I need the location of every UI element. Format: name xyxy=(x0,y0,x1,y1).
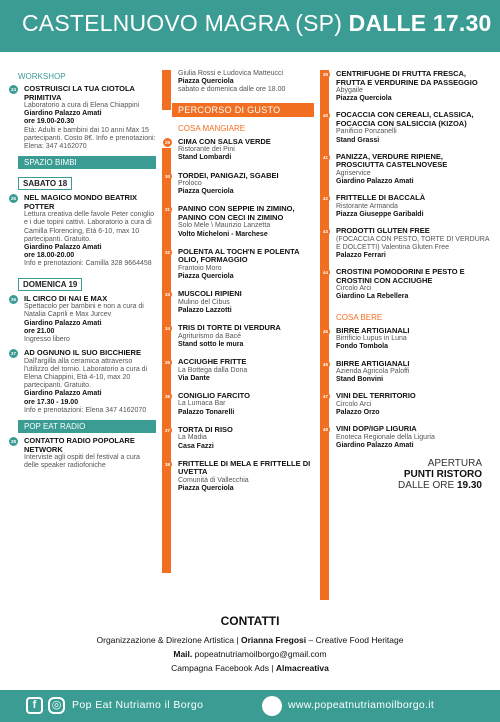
item-place: Palazzo Tonarelli xyxy=(178,408,235,416)
item-description: Spettacolo per bambini e non a cura di Natalia Caprili e Max Jurcev xyxy=(24,303,144,319)
item-number-badge: 26 xyxy=(10,296,16,302)
column-middle xyxy=(162,70,314,502)
item-number-badge: 30 xyxy=(164,173,170,179)
item-place: Giardino Palazzo Amati xyxy=(24,319,102,327)
list-item xyxy=(162,172,314,197)
list-item xyxy=(320,153,492,186)
contacts-section xyxy=(0,614,500,675)
item-title: ACCIUGHE FRITTE xyxy=(178,357,247,367)
list-item xyxy=(162,290,314,315)
item-number-badge: 34 xyxy=(164,326,170,332)
item-title: CROSTINI POMODORINI E PESTO E CROSTINI CON ACCIUGHE xyxy=(336,267,465,285)
item-title: PRODOTTI GLUTEN FREE xyxy=(336,226,430,236)
item-place: Giardino Palazzo Amati xyxy=(336,178,414,186)
item-number-badge: 47 xyxy=(322,394,328,400)
list-item xyxy=(320,194,492,219)
day-label: SABATO 18 xyxy=(18,177,72,190)
item-number-badge: 36 xyxy=(164,393,170,399)
item-number-badge: 39 xyxy=(322,72,328,77)
item-place: Stand Grassi xyxy=(336,136,380,144)
item-title: IL CIRCO DI NAI E MAX xyxy=(24,293,108,303)
section-percorso: PERCORSO DI GUSTO xyxy=(172,103,314,117)
contacts-line: Organizzazione & Direzione Artistica | Orianna Fregosi – Creative Food Heritage xyxy=(96,635,404,645)
item-time: ore 17.30 - 19.00 xyxy=(24,398,79,406)
item-place: Piazza Querciola xyxy=(336,95,392,103)
item-description: La Madia xyxy=(178,434,207,442)
item-number-badge: 33 xyxy=(164,292,170,298)
item-title: TORTA DI RISO xyxy=(178,424,233,434)
item-number-badge: 37 xyxy=(164,427,170,433)
item-time: ore 18.00-20.00 xyxy=(24,252,75,260)
list-item xyxy=(320,327,492,352)
item-place: Casa Fazzi xyxy=(178,442,214,450)
item-place: Giardino La Rebellera xyxy=(336,293,409,301)
list-item xyxy=(320,268,492,301)
item-title: TRIS DI TORTE DI VERDURA xyxy=(178,323,281,333)
list-item xyxy=(8,349,156,415)
facebook-icon[interactable]: f xyxy=(26,697,43,714)
item-description: Agriturismo da Bacé xyxy=(178,332,242,340)
item-title: TORDEI, PANIGAZI, SGABEI xyxy=(178,170,279,180)
contacts-line: Campagna Facebook Ads | Almacreativa xyxy=(171,663,329,673)
pop-eat-logo-icon xyxy=(262,696,282,716)
item-description: Proloco xyxy=(178,180,202,188)
item-place: Piazza Querciola xyxy=(178,188,234,196)
item-description: Ristorante Armanda xyxy=(336,202,398,210)
item-place: Via Dante xyxy=(178,374,210,382)
item-number-badge: 29 xyxy=(164,139,170,145)
item-description: Mulino del Cibus xyxy=(178,298,230,306)
list-item xyxy=(8,85,156,151)
list-item xyxy=(320,425,492,450)
item-title: AD OGNUNO IL SUO BICCHIERE xyxy=(24,348,141,358)
item-number-badge: 31 xyxy=(164,207,170,213)
list-item xyxy=(162,426,314,451)
contacts-title: CONTATTI xyxy=(220,614,280,628)
list-item: Giulia Rossi e Ludovica Matteucci Piazza Querciola sabato e domenica dalle ore 18.00 xyxy=(178,70,286,94)
brand-name: Pop Eat Nutriamo il Borgo xyxy=(72,699,204,711)
item-place: Stand Lombardi xyxy=(178,154,232,162)
item-number-badge: 48 xyxy=(322,427,328,433)
item-place: Giardino Palazzo Amati xyxy=(24,244,102,252)
item-description: Circolo Arci xyxy=(336,400,372,408)
item-place: Stand sotto le mura xyxy=(178,340,244,348)
item-title: FRITTELLE DI BACCALÀ xyxy=(336,193,426,203)
item-time: ore 21.00 xyxy=(24,327,55,335)
item-title: CONIGLIO FARCITO xyxy=(178,390,250,400)
item-place: Giardino Palazzo Amati xyxy=(24,110,102,118)
item-place: Giardino Palazzo Amati xyxy=(24,390,102,398)
item-description: Azienda Agricola Paloffi xyxy=(336,368,410,376)
item-number-badge: 25 xyxy=(10,196,16,202)
item-number-badge: 44 xyxy=(322,270,328,276)
item-place: Piazza Querciola xyxy=(178,484,234,492)
item-place: Palazzo Ferrari xyxy=(336,252,386,260)
item-title: PANIZZA, VERDURE RIPIENE, PROSCIUTTA CASTELNOVESE xyxy=(336,151,448,170)
list-item xyxy=(320,111,492,144)
item-title: CONTATTO RADIO POPOLARE NETWORK xyxy=(24,436,135,454)
item-note: Info e prenotazioni: Elena 347 4162070 xyxy=(24,406,147,414)
item-number-badge: 41 xyxy=(322,154,328,160)
list-item xyxy=(162,460,314,493)
section-workshop: WORKSHOP xyxy=(18,72,66,81)
item-place: Giardino Palazzo Amati xyxy=(336,442,414,450)
website-link[interactable]: www.popeatnutriamoilborgo.it xyxy=(288,699,435,711)
item-place: Palazzo Lazzotti xyxy=(178,306,232,314)
list-item xyxy=(320,70,492,103)
list-item xyxy=(162,248,314,281)
item-title: CIMA CON SALSA VERDE xyxy=(178,136,271,146)
day-label: DOMENICA 19 xyxy=(18,278,82,291)
item-place: Volto Micheloni - Marchese xyxy=(178,230,268,238)
item-title: POLENTA AL TOCH'N E POLENTA OLIO, FORMAGGIO xyxy=(178,246,300,265)
item-description: La Lumaca Bar xyxy=(178,400,226,408)
item-title: NEL MAGICO MONDO BEATRIX POTTER xyxy=(24,193,138,211)
item-place: Palazzo Orzo xyxy=(336,409,380,417)
item-description: La Bottega dalla Dona xyxy=(178,366,248,374)
item-place: Fondo Tombola xyxy=(336,343,388,351)
item-title: BIRRE ARTIGIANALI xyxy=(336,325,410,335)
item-description: Solo Mele \ Maurizio Lanzetta xyxy=(178,222,271,230)
page-title: CASTELNUOVO MAGRA (SP) DALLE 17.30 xyxy=(22,10,492,36)
item-number-badge: 28 xyxy=(10,439,16,445)
item-title: CENTRIFUGHE DI FRUTTA FRESCA, FRUTTA E VERDURINE DA PASSEGGIO xyxy=(336,69,478,87)
item-title: BIRRE ARTIGIANALI xyxy=(336,358,410,368)
apertura-note: APERTURA PUNTI RISTORO DALLE ORE 19.30 xyxy=(398,458,482,492)
column-left xyxy=(8,70,156,475)
item-description: Interviste agli ospiti del festival a cura delle speaker radiofoniche xyxy=(24,454,140,470)
list-item xyxy=(8,437,156,470)
list-item xyxy=(8,295,156,345)
item-description: Agriservice xyxy=(336,169,371,177)
item-title: FRITTELLE DI MELA E FRITTELLE DI UVETTA xyxy=(178,458,311,477)
item-note: Info e prenotazioni: Camilla 328 9664458 xyxy=(24,260,152,268)
item-number-badge: 43 xyxy=(322,229,328,235)
item-number-badge: 35 xyxy=(164,360,170,366)
item-description: Enoteca Regionale della Liguria xyxy=(336,433,435,441)
item-number-badge: 38 xyxy=(164,461,170,467)
item-time: ore 19.00-20.30 xyxy=(24,118,75,126)
item-number-badge: 27 xyxy=(10,351,16,357)
section-bere: COSA BERE xyxy=(336,312,383,322)
item-description: Dall'argilla alla ceramica attraverso l'utilizzo del tornio. Laboratorio a cura di Elena Chiappini, Età 4-10, max 20 partecipanti. Gratuito. xyxy=(24,357,148,390)
list-item xyxy=(162,205,314,238)
section-mangiare: COSA MANGIARE xyxy=(178,123,246,133)
item-description: Lettura creativa delle favole Peter coniglio e i due topini cattivi. Laboratorio a cura di Camilla Florencing, Età 6-10, max 10 partecipanti. Gratuito. xyxy=(24,211,154,243)
item-place: Stand Bonvini xyxy=(336,376,384,384)
item-note: Età: Adulti e bambini dai 10 anni Max 15 partecipanti. Costo 8€. Info e prenotazioni: Elena: 347 4162070 xyxy=(24,126,156,151)
item-number-badge: 32 xyxy=(164,249,170,255)
item-description: Birrificio Lupus in Luna xyxy=(336,335,407,343)
instagram-icon[interactable]: ◎ xyxy=(48,697,65,714)
email-link[interactable]: popeatnutriamoilborgo@gmail.com xyxy=(194,649,327,659)
list-item xyxy=(162,138,314,163)
item-number-badge: 45 xyxy=(322,328,328,334)
list-item xyxy=(162,392,314,417)
item-title: FOCACCIA CON CEREALI, CLASSICA, FOCACCIA CON SALSICCIA (KIZOA) xyxy=(336,110,474,128)
item-title: PANINO CON SEPPIE IN ZIMINO, PANINO CON CECI IN ZIMINO xyxy=(178,204,295,222)
list-item xyxy=(320,227,492,260)
item-number-badge: 40 xyxy=(322,113,328,119)
contacts-line: Mail. popeatnutriamoilborgo@gmail.com xyxy=(173,649,327,659)
item-place: Piazza Querciola xyxy=(178,273,234,281)
item-place: Piazza Giuseppe Garibaldi xyxy=(336,210,424,218)
item-title: VINI DOP/IGP LIGURIA xyxy=(336,424,417,434)
item-number-badge: 46 xyxy=(322,361,328,367)
item-description: (FOCACCIA CON PESTO, TORTE DI VERDURA E DOLCETTI) Valentina Gluten Free xyxy=(336,235,490,251)
list-item xyxy=(162,324,314,349)
section-pop-eat-radio: POP EAT RADIO xyxy=(18,420,156,433)
item-description: Laboratorio a cura di Elena Chiappini xyxy=(24,102,140,109)
item-number-badge: 24 xyxy=(10,87,16,92)
item-description: Circolo Arci xyxy=(336,285,372,293)
item-title: MUSCOLI RIPIENI xyxy=(178,289,242,299)
list-item xyxy=(320,360,492,385)
list-item xyxy=(320,392,492,417)
list-item xyxy=(162,358,314,383)
footer-bar xyxy=(0,690,500,722)
list-item xyxy=(8,194,156,268)
item-number-badge: 42 xyxy=(322,196,328,202)
item-description: Abygaile xyxy=(336,87,363,94)
header-banner xyxy=(0,0,500,52)
item-description: Panificio Ponzanelli xyxy=(336,128,397,136)
item-description: Frantoio Moro xyxy=(178,264,222,272)
item-description: Comunità di Vallecchia xyxy=(178,476,249,484)
item-title: COSTRUISCI LA TUA CIOTOLA PRIMITIVA xyxy=(24,84,135,102)
item-description: Ristorante dei Pini xyxy=(178,146,235,154)
section-spazio-bimbi: SPAZIO BIMBI xyxy=(18,156,156,169)
item-title: VINI DEL TERRITORIO xyxy=(336,391,416,401)
column-right xyxy=(320,70,492,491)
item-note: Ingresso libero xyxy=(24,335,70,343)
